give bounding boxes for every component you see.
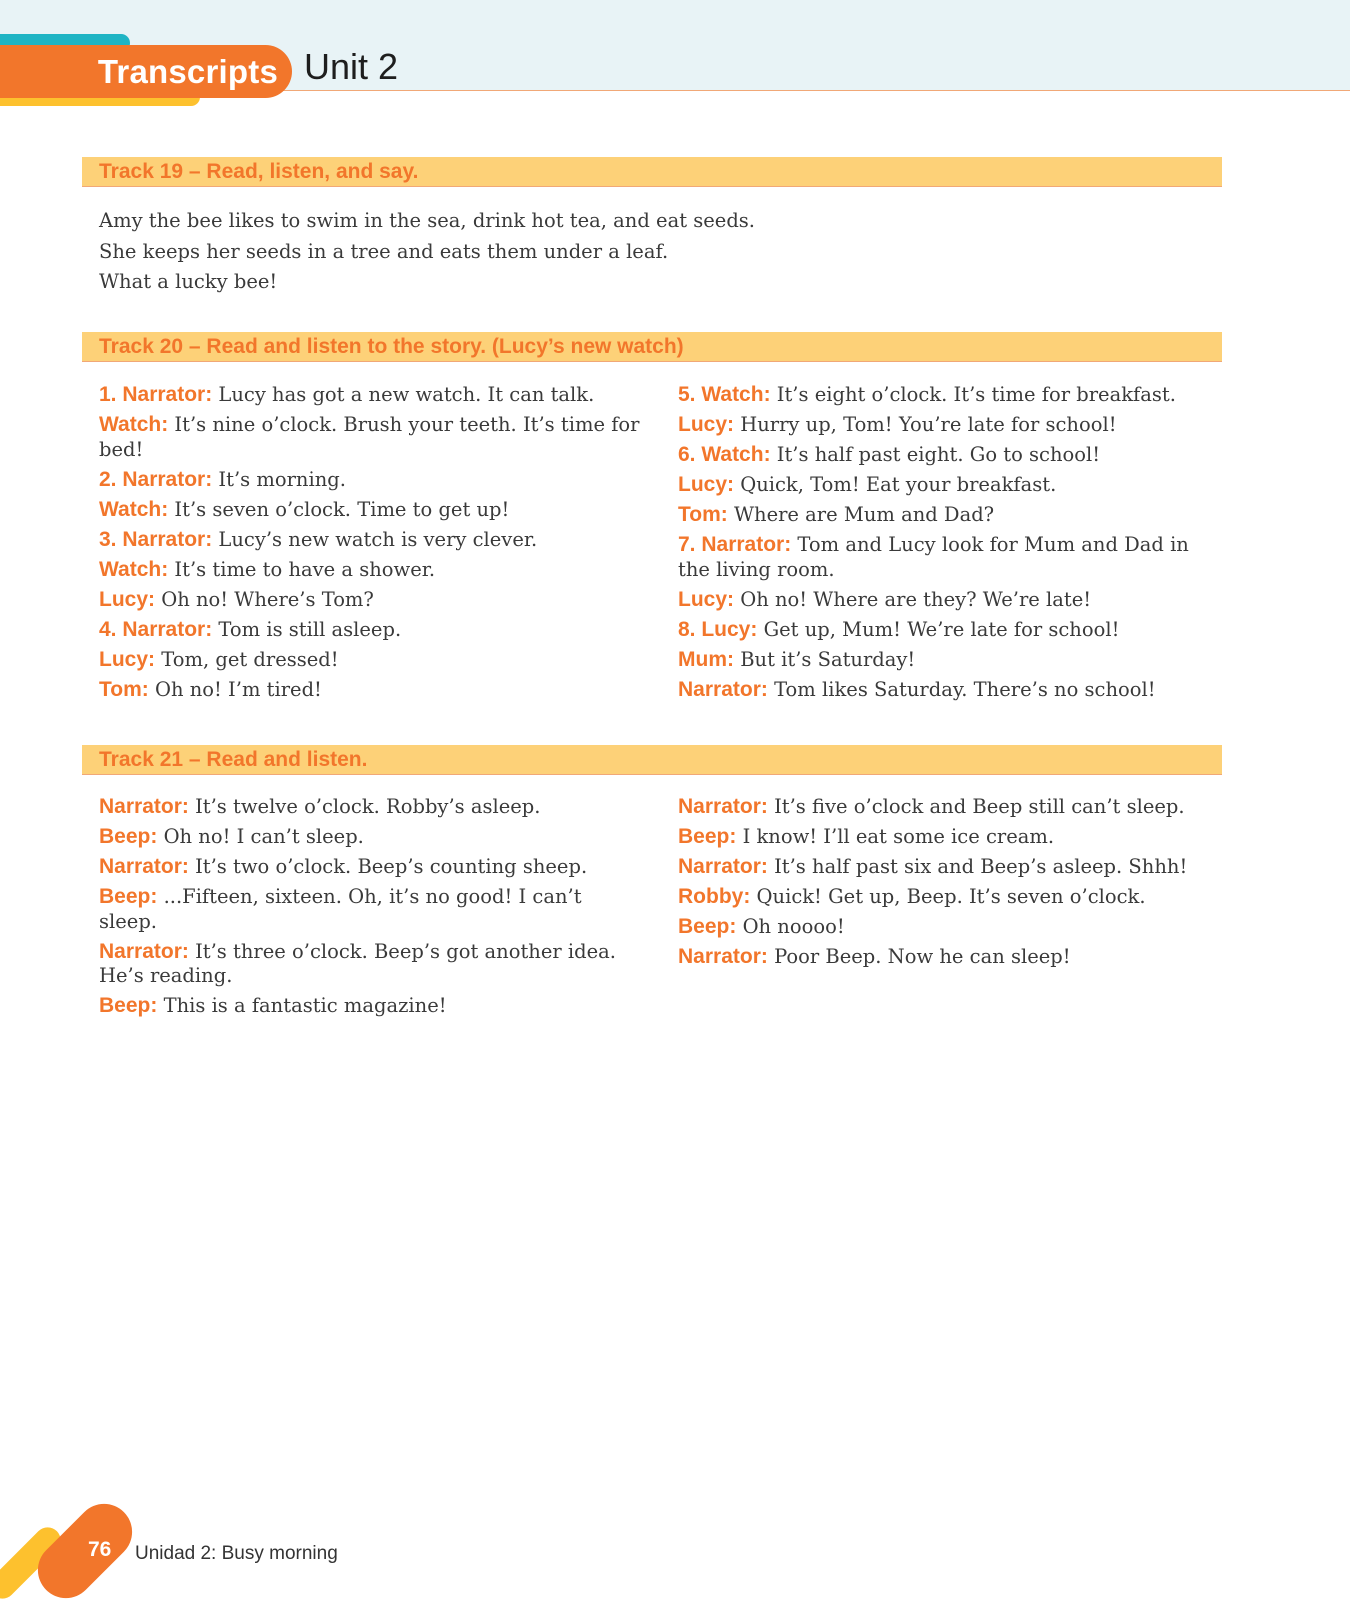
- speaker-label: Mum:: [678, 647, 734, 671]
- dialogue-text: It’s five o’clock and Beep still can’t sleep.: [774, 795, 1185, 818]
- dialogue-text: Oh no! Where are they? We’re late!: [740, 587, 1092, 611]
- dialogue-text: I know! I’ll eat some ice cream.: [742, 825, 1055, 848]
- speaker-label: 4. Narrator:: [99, 617, 213, 641]
- dialogue-text: Oh noooo!: [742, 915, 845, 938]
- dialogue-line: [99, 383, 659, 408]
- track20-heading: Track 20 – Read and listen to the story. (Lucy’s new watch): [82, 332, 1222, 362]
- dialogue-line: [678, 383, 1223, 408]
- section-label: Transcripts: [97, 52, 278, 90]
- dialogue-line: [99, 468, 659, 493]
- speaker-label: Beep:: [99, 885, 158, 908]
- footer-text: Unidad 2: Busy morning: [135, 1543, 338, 1564]
- dialogue-text: It’s morning.: [218, 467, 346, 491]
- dialogue-text: It’s eight o’clock. It’s time for breakfast.: [776, 383, 1176, 406]
- speaker-label: Lucy:: [99, 647, 156, 671]
- dialogue-text: It’s seven o’clock. Time to get up!: [174, 497, 510, 521]
- dialogue-line: [99, 885, 644, 934]
- track19-text: [99, 206, 755, 298]
- speaker-label: Lucy:: [678, 413, 735, 436]
- dialogue-line: [99, 618, 659, 643]
- track20-left-column: [99, 383, 659, 708]
- section-label-pill: [0, 45, 292, 98]
- dialogue-text: This is a fantastic magazine!: [163, 994, 447, 1017]
- dialogue-text: It’s half past eight. Go to school!: [776, 443, 1101, 466]
- track19-line: Amy the bee likes to swim in the sea, drink hot tea, and eat seeds.: [99, 209, 756, 232]
- dialogue-text: Where are Mum and Dad?: [733, 503, 995, 526]
- dialogue-line: [678, 533, 1223, 582]
- speaker-label: Narrator:: [99, 939, 189, 963]
- track20-right-column: [678, 383, 1223, 708]
- speaker-label: Beep:: [99, 994, 158, 1017]
- dialogue-line: [99, 855, 644, 880]
- dialogue-text: It’s three o’clock. Beep’s got another idea. He’s reading.: [99, 939, 616, 987]
- dialogue-text: Tom and Lucy look for Mum and Dad in the living room.: [678, 533, 1189, 581]
- dialogue-text: It’s nine o’clock. Brush your teeth. It’s time for bed!: [99, 413, 640, 461]
- dialogue-text: It’s time to have a shower.: [174, 557, 436, 581]
- dialogue-line: [678, 795, 1223, 820]
- dialogue-text: Quick! Get up, Beep. It’s seven o’clock.: [756, 885, 1146, 908]
- dialogue-line: [678, 588, 1223, 613]
- dialogue-text: Oh no! I’m tired!: [154, 677, 322, 701]
- track19-line: She keeps her seeds in a tree and eats them under a leaf.: [99, 239, 669, 263]
- dialogue-text: Poor Beep. Now he can sleep!: [774, 945, 1071, 968]
- dialogue-line: [99, 940, 644, 989]
- dialogue-line: [678, 885, 1223, 910]
- track21-left-column: [99, 795, 644, 1024]
- speaker-label: Beep:: [99, 825, 158, 848]
- speaker-label: Beep:: [678, 915, 737, 938]
- dialogue-line: [678, 618, 1223, 643]
- speaker-label: 2. Narrator:: [99, 467, 213, 491]
- dialogue-line: [678, 648, 1223, 673]
- speaker-label: Robby:: [678, 885, 751, 908]
- speaker-label: Watch:: [99, 557, 169, 581]
- dialogue-line: [99, 588, 659, 613]
- dialogue-text: Oh no! I can’t sleep.: [163, 825, 364, 848]
- speaker-label: Narrator:: [678, 945, 768, 968]
- dialogue-text: It’s half past six and Beep’s asleep. Shhh!: [774, 855, 1188, 878]
- dialogue-line: [99, 648, 659, 673]
- footer-decoration-orange: [26, 1492, 143, 1609]
- dialogue-line: [99, 678, 659, 703]
- speaker-label: Narrator:: [99, 855, 189, 878]
- dialogue-text: Tom, get dressed!: [161, 647, 339, 671]
- dialogue-text: Lucy has got a new watch. It can talk.: [218, 383, 595, 406]
- dialogue-text: It’s two o’clock. Beep’s counting sheep.: [195, 855, 588, 878]
- speaker-label: Narrator:: [678, 855, 768, 878]
- dialogue-line: [99, 528, 659, 553]
- speaker-label: Lucy:: [99, 587, 156, 611]
- dialogue-text: Tom likes Saturday. There’s no school!: [774, 677, 1156, 701]
- dialogue-line: [678, 825, 1223, 850]
- dialogue-line: [99, 994, 644, 1019]
- dialogue-line: [99, 498, 659, 523]
- dialogue-line: [99, 558, 659, 583]
- dialogue-line: [678, 915, 1223, 940]
- speaker-label: 5. Watch:: [678, 383, 771, 406]
- speaker-label: Watch:: [99, 497, 169, 521]
- speaker-label: 6. Watch:: [678, 443, 771, 466]
- dialogue-line: [678, 443, 1223, 468]
- speaker-label: 7. Narrator:: [678, 533, 792, 556]
- dialogue-text: ...Fifteen, sixteen. Oh, it’s no good! I can’t sleep.: [99, 885, 582, 933]
- dialogue-line: [678, 678, 1223, 703]
- speaker-label: Narrator:: [678, 677, 768, 701]
- dialogue-text: Quick, Tom! Eat your breakfast.: [740, 473, 1057, 496]
- speaker-label: 8. Lucy:: [678, 617, 758, 641]
- speaker-label: Lucy:: [678, 587, 735, 611]
- dialogue-line: [99, 413, 659, 462]
- dialogue-text: Hurry up, Tom! You’re late for school!: [740, 413, 1117, 436]
- unit-title: Unit 2: [304, 46, 399, 87]
- dialogue-line: [99, 825, 644, 850]
- speaker-label: Watch:: [99, 413, 169, 436]
- page-number: 76: [88, 1538, 112, 1561]
- dialogue-text: Oh no! Where’s Tom?: [161, 587, 374, 611]
- dialogue-text: It’s twelve o’clock. Robby’s asleep.: [195, 795, 541, 818]
- speaker-label: Tom:: [678, 503, 728, 526]
- dialogue-line: [678, 855, 1223, 880]
- speaker-label: 1. Narrator:: [99, 383, 213, 406]
- dialogue-line: [678, 413, 1223, 438]
- dialogue-text: Get up, Mum! We’re late for school!: [763, 617, 1120, 641]
- dialogue-line: [678, 503, 1223, 528]
- speaker-label: Narrator:: [678, 795, 768, 818]
- speaker-label: Lucy:: [678, 473, 735, 496]
- dialogue-text: But it’s Saturday!: [740, 647, 916, 671]
- speaker-label: 3. Narrator:: [99, 527, 213, 551]
- speaker-label: Beep:: [678, 825, 737, 848]
- dialogue-line: [678, 473, 1223, 498]
- dialogue-line: [99, 795, 644, 820]
- track19-line: What a lucky bee!: [99, 270, 278, 293]
- dialogue-text: Tom is still asleep.: [218, 617, 402, 641]
- track21-heading: Track 21 – Read and listen.: [82, 745, 1222, 775]
- speaker-label: Tom:: [99, 677, 149, 701]
- speaker-label: Narrator:: [99, 795, 189, 818]
- dialogue-line: [678, 945, 1223, 970]
- dialogue-text: Lucy’s new watch is very clever.: [218, 527, 538, 551]
- track21-right-column: [678, 795, 1223, 975]
- track19-heading: Track 19 – Read, listen, and say.: [82, 157, 1222, 187]
